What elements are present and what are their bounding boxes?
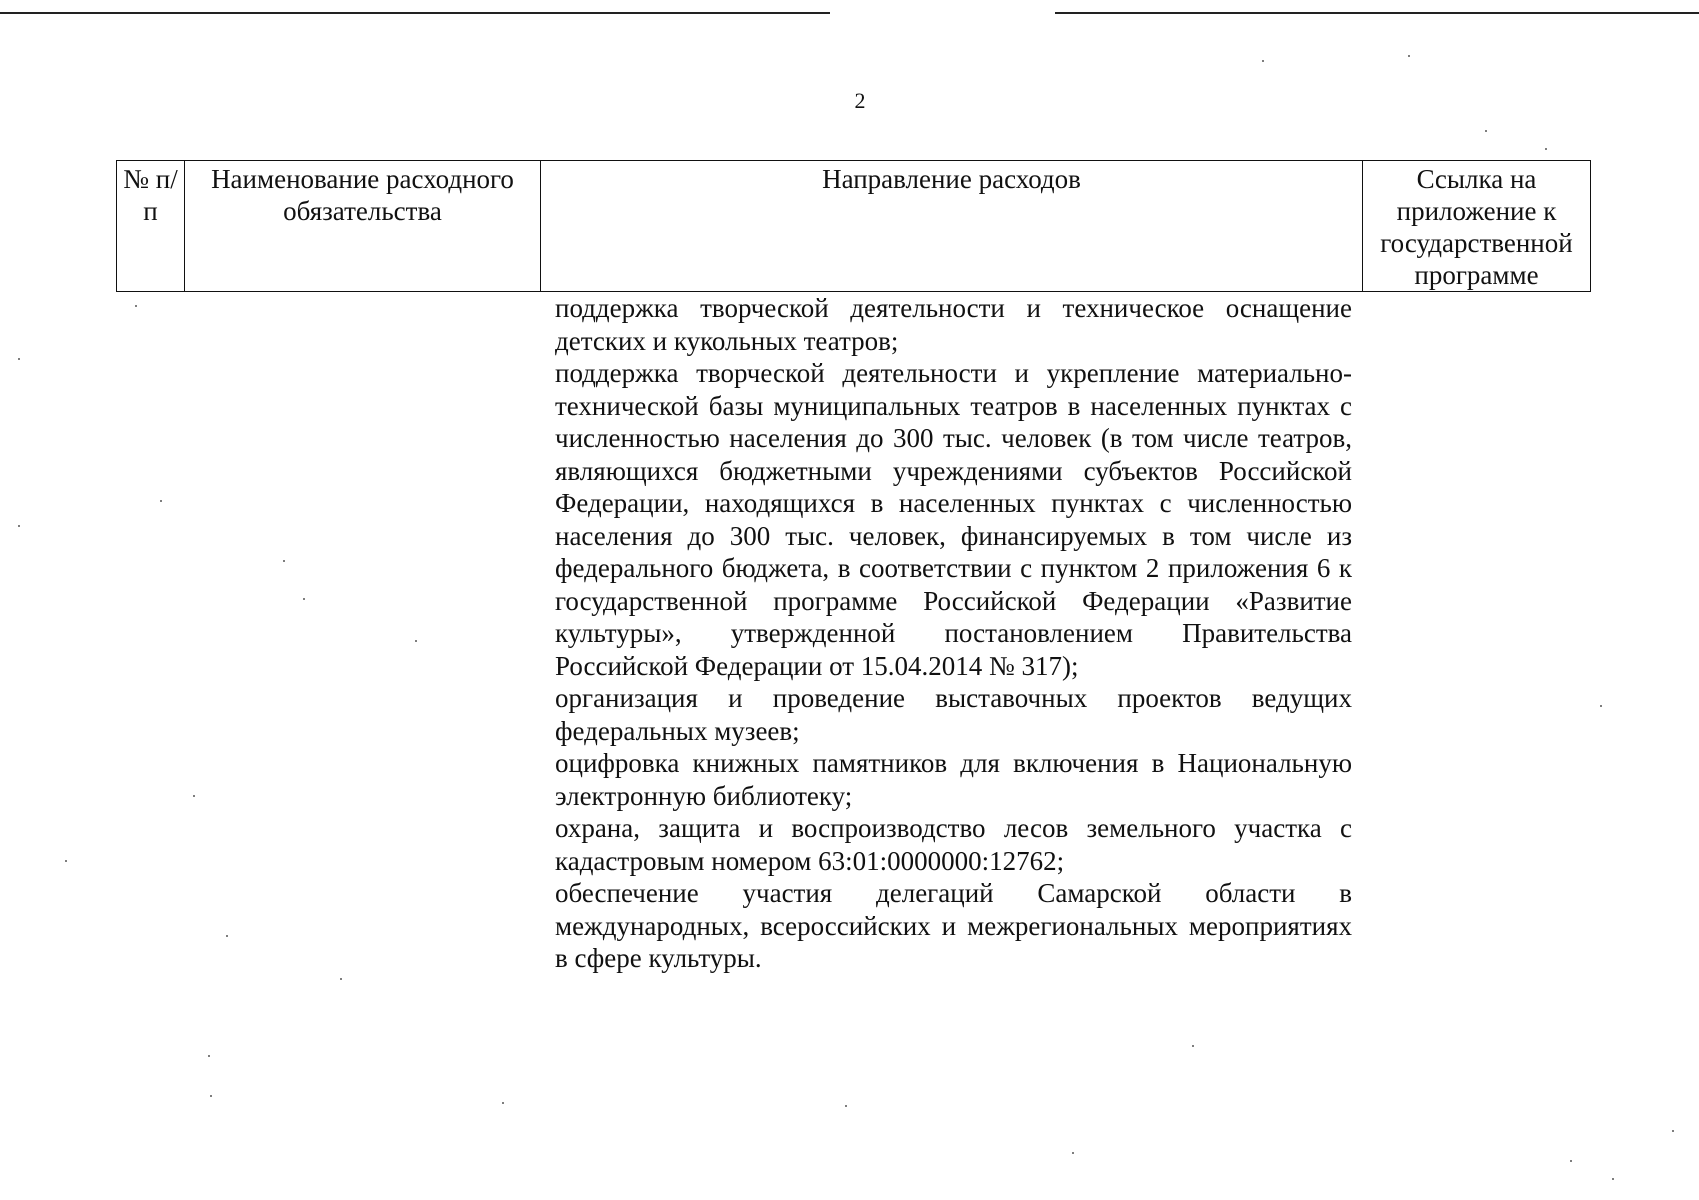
- scan-speck: [415, 640, 417, 642]
- column-header-direction: Направление расходов: [541, 161, 1363, 292]
- column-header-reference: Ссылка на приложение к государственной программе: [1363, 161, 1591, 292]
- column-header-number: № п/п: [117, 161, 185, 292]
- scan-speck: [160, 500, 162, 502]
- scan-speck: [1672, 1130, 1674, 1132]
- scan-speck: [65, 860, 67, 862]
- expense-direction-item: поддержка творческой деятельности и укрепление материально-технической базы муниципальных театров в населенных пунктах с численностью населения до 300 тыс. человек (в том числе театров, являющихся бюджетными учреждениями субъектов Российской Федерации, находящихся в населенных пунктах с численностью населения до 300 тыс. человек, финансируемых в том числе из федерального бюджета, в соответствии с пунктом 2 приложения 6 к государственной программе Российской Федерации «Развитие культуры», утвержденной постановлением Правительства Российской Федерации от 15.04.2014 № 317);: [555, 358, 1352, 681]
- scan-speck: [283, 560, 285, 562]
- column-header-obligation: Наименование расходного обязательства: [185, 161, 541, 292]
- scan-speck: [1600, 705, 1602, 707]
- scan-speck: [1192, 1045, 1194, 1047]
- scan-speck: [135, 305, 137, 307]
- scan-speck: [1262, 60, 1264, 62]
- scan-speck: [1612, 1178, 1614, 1180]
- scan-speck: [208, 1055, 210, 1057]
- scan-speck: [845, 1105, 847, 1107]
- expense-direction-item: поддержка творческой деятельности и техническое оснащение детских и кукольных театров;: [555, 293, 1352, 356]
- expense-table-header: [116, 160, 1591, 292]
- expense-directions-text: [555, 292, 1352, 975]
- scan-speck: [18, 358, 20, 360]
- table-header-row: [117, 161, 1591, 292]
- scan-speck: [1545, 148, 1547, 150]
- scan-speck: [1485, 130, 1487, 132]
- scan-speck: [193, 795, 195, 797]
- expense-direction-item: организация и проведение выставочных проектов ведущих федеральных музеев;: [555, 683, 1352, 746]
- scan-speck: [303, 598, 305, 600]
- scan-speck: [1072, 1152, 1074, 1154]
- scan-speck: [340, 978, 342, 980]
- scan-speck: [1570, 1160, 1572, 1162]
- scan-speck: [226, 935, 228, 937]
- scan-speck: [18, 525, 20, 527]
- page-number: 2: [854, 88, 866, 113]
- expense-direction-item: оцифровка книжных памятников для включения в Национальную электронную библиотеку;: [555, 748, 1352, 811]
- expense-direction-item: обеспечение участия делегаций Самарской области в международных, всероссийских и межрегиональных мероприятиях в сфере культуры.: [555, 878, 1352, 973]
- expense-direction-item: охрана, защита и воспроизводство лесов земельного участка с кадастровым номером 63:01:0000000:12762;: [555, 813, 1352, 876]
- scan-edge-line: [0, 12, 830, 14]
- scan-speck: [210, 1095, 212, 1097]
- scan-speck: [1408, 55, 1410, 57]
- scan-edge-line: [1055, 12, 1699, 14]
- scan-speck: [502, 1102, 504, 1104]
